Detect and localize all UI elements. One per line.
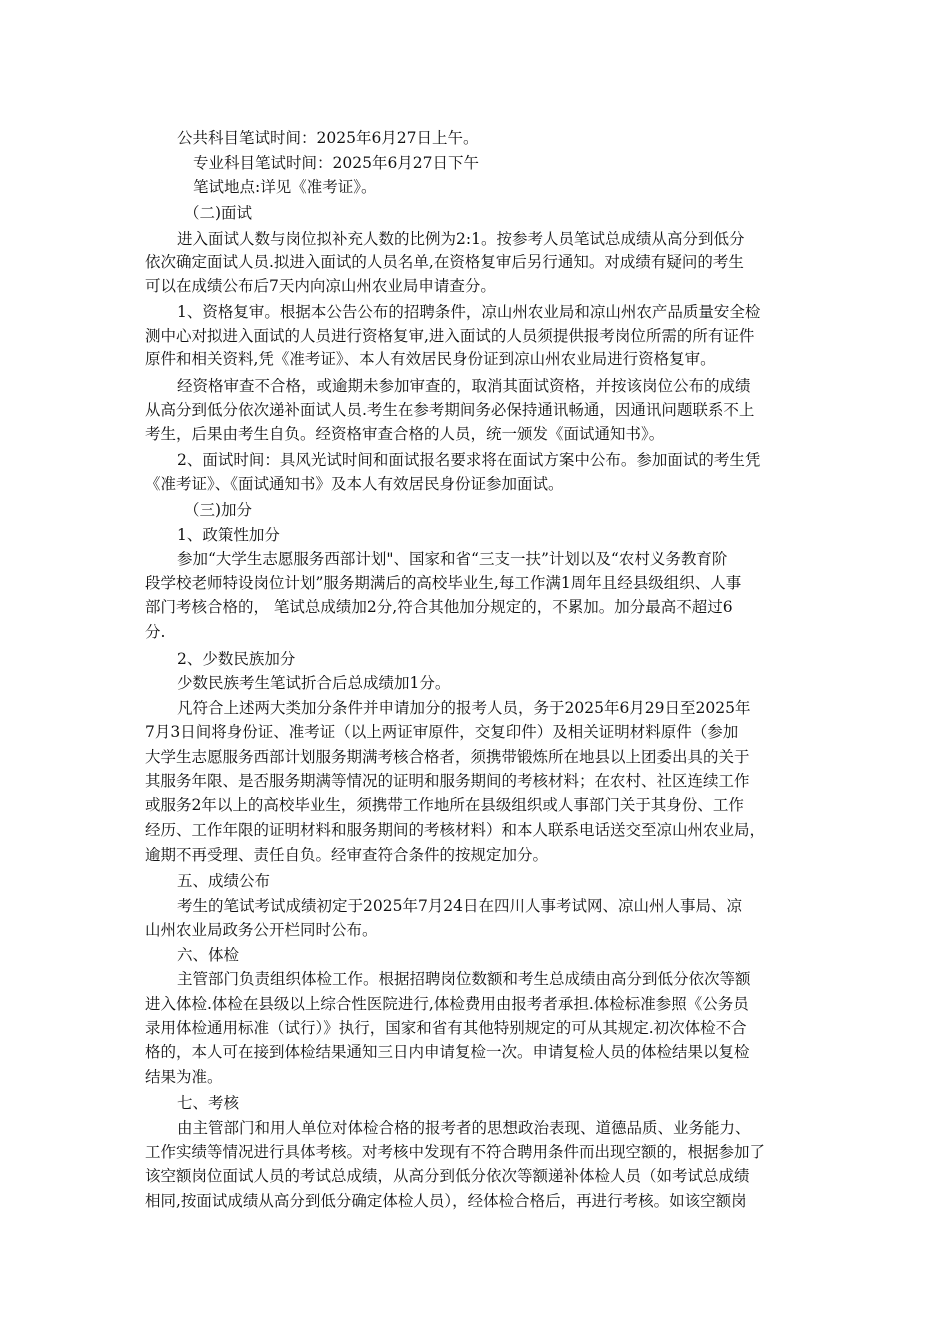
text-line: 1、资格复审。根据本公告公布的招聘条件，凉山州农业局和凉山州农产品质量安全检 (177, 303, 761, 321)
text-line: 测中心对拟进入面试的人员进行资格复审,进入面试的人员须提供报考岗位所需的所有证件 (145, 327, 755, 345)
text-line: 其服务年限、是否服务期满等情况的证明和服务期间的考核材料；在农村、社区连续工作 (145, 772, 750, 790)
text-line: 原件和相关资料,凭《准考证》、本人有效居民身份证到凉山州农业局进行资格复审。 (145, 350, 716, 368)
text-line: 分. (145, 623, 166, 641)
text-line: 经历、工作年限的证明材料和服务期间的考核材料）和本人联系电话送交至凉山州农业局， (145, 821, 766, 839)
text-line: 从高分到低分依次递补面试人员.考生在参考期间务必保持通讯畅通，因通讯问题联系不上 (145, 401, 755, 419)
section-heading: 五、成绩公布 (177, 872, 271, 890)
text-line: 2、面试时间：具风光试时间和面试报名要求将在面试方案中公布。参加面试的考生凭 (177, 451, 761, 469)
section-heading: （三)加分 (184, 501, 253, 519)
text-line: 笔试地点:详见《准考证》。 (193, 178, 377, 196)
section-heading: 七、考核 (177, 1094, 240, 1112)
text-line: 由主管部门和用人单位对体检合格的报考者的思想政治表现、道德品质、业务能力、 (177, 1119, 751, 1137)
text-line: 7月3日间将身份证、准考证（以上两证审原件，交复印件）及相关证明材料原件（参加 (145, 723, 739, 741)
text-line: 相同,按面试成绩从高分到低分确定体检人员），经体检合格后，再进行考核。如该空额岗 (145, 1192, 747, 1210)
text-line: 工作实绩等情况进行具体考核。对考核中发现有不符合聘用条件而出现空额的，根据参加了 (145, 1143, 766, 1161)
text-line: 凡符合上述两大类加分条件并申请加分的报考人员，务于2025年6月29日至2025年 (177, 699, 751, 717)
text-line: 部门考核合格的， 笔试总成绩加2分,符合其他加分规定的，不累加。加分最高不超过6 (145, 598, 733, 616)
text-line: 考生的笔试考试成绩初定于2025年7月24日在四川人事考试网、凉山州人事局、凉 (177, 897, 743, 915)
text-line: 大学生志愿服务西部计划服务期满考核合格者，须携带锻炼所在地县以上团委出具的关于 (145, 748, 750, 766)
text-line: 或服务2年以上的高校毕业生，须携带工作地所在县级组织或人事部门关于其身份、工作 (145, 796, 744, 814)
text-line: 《准考证》、《面试通知书》及本人有效居民身份证参加面试。 (145, 475, 564, 493)
subsection-heading: 2、少数民族加分 (177, 650, 296, 668)
text-line: 山州农业局政务公开栏同时公布。 (145, 921, 378, 939)
text-line: 录用体检通用标准（试行）》执行，国家和省有其他特别规定的可从其规定.初次体检不合 (145, 1019, 747, 1037)
text-line: 考生，后果由考生自负。经资格审查合格的人员，统一颁发《面试通知书》。 (145, 425, 665, 443)
text-line: 逾期不再受理、责任自负。经审查符合条件的按规定加分。 (145, 846, 549, 864)
text-line: 格的，本人可在接到体检结果通知三日内申请复检一次。申请复检人员的体检结果以复检 (145, 1043, 750, 1061)
text-line: 公共科目笔试时间：2025年6月27日上午。 (177, 129, 479, 147)
text-line: 进入体检.体检在县级以上综合性医院进行,体检费用由报考者承担.体检标准参照《公务员 (145, 995, 749, 1013)
text-line: 段学校老师特设岗位计划”服务期满后的高校毕业生,每工作满1周年且经县级组织、人事 (145, 574, 742, 592)
text-line: 主管部门负责组织体检工作。根据招聘岗位数额和考生总成绩由高分到低分依次等额 (177, 970, 751, 988)
text-line: 进入面试人数与岗位拟补充人数的比例为2:1。按参考人员笔试总成绩从高分到低分 (177, 230, 745, 248)
section-heading: 六、体检 (177, 946, 240, 964)
text-line: 依次确定面试人员.拟进入面试的人员名单,在资格复审后另行通知。对成绩有疑问的考生 (145, 253, 744, 271)
text-line: 参加“大学生志愿服务西部计划"、国家和省“三支一扶”计划以及“农村义务教育阶 (177, 550, 728, 568)
subsection-heading: 1、政策性加分 (177, 526, 280, 544)
text-line: 经资格审查不合格，或逾期未参加审查的，取消其面试资格，并按该岗位公布的成绩 (177, 377, 751, 395)
text-line: 可以在成绩公布后7天内向凉山州农业局申请查分。 (145, 277, 496, 295)
text-line: 该空额岗位面试人员的考试总成绩，从高分到低分依次等额递补体检人员（如考试总成绩 (145, 1167, 750, 1185)
text-line: 专业科目笔试时间：2025年6月27日下午 (193, 154, 480, 172)
text-line: 少数民族考生笔试折合后总成绩加1分。 (177, 674, 451, 692)
text-line: 结果为准。 (145, 1068, 223, 1086)
section-heading: （二)面试 (184, 204, 253, 222)
